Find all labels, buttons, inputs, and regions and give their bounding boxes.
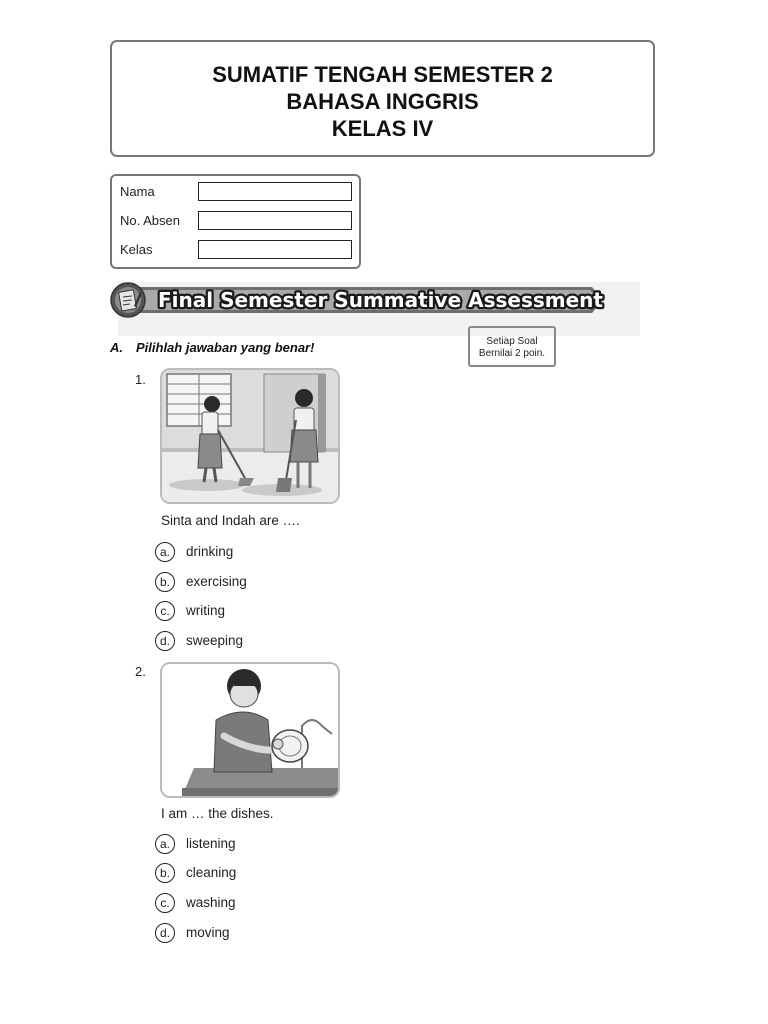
student-identity-box bbox=[110, 174, 361, 269]
option-text: writing bbox=[186, 603, 226, 618]
option-letter-circle: c. bbox=[155, 601, 175, 621]
question-2-illustration bbox=[160, 662, 340, 798]
absen-field[interactable] bbox=[198, 211, 352, 230]
title-line-1: SUMATIF TENGAH SEMESTER 2 bbox=[212, 62, 553, 87]
clipboard-icon bbox=[111, 283, 145, 317]
option-text: sweeping bbox=[186, 633, 244, 648]
option-letter-circle: b. bbox=[155, 572, 175, 592]
title-line-3: KELAS IV bbox=[331, 116, 434, 141]
option-text: drinking bbox=[186, 544, 234, 559]
option-letter-circle: b. bbox=[155, 863, 175, 883]
instruction-text: Pilihlah jawaban yang benar! bbox=[136, 340, 315, 355]
section-letter: A. bbox=[110, 340, 123, 355]
option-letter-circle: a. bbox=[155, 834, 175, 854]
score-note-line-1: Setiap Soal bbox=[486, 336, 538, 347]
class-field[interactable] bbox=[198, 240, 352, 259]
question-2-text: I am … the dishes. bbox=[161, 806, 274, 821]
name-field[interactable] bbox=[198, 182, 352, 201]
option-letter-circle: d. bbox=[155, 631, 175, 651]
title-line-2: BAHASA INGGRIS bbox=[286, 89, 479, 114]
option-text: moving bbox=[186, 925, 230, 940]
option-text: cleaning bbox=[186, 865, 237, 880]
section-banner bbox=[108, 282, 640, 336]
option-letter-circle: c. bbox=[155, 893, 175, 913]
section-instruction bbox=[110, 340, 314, 355]
option-text: exercising bbox=[186, 574, 247, 589]
question-2-number: 2. bbox=[135, 664, 146, 679]
name-label: Nama bbox=[120, 184, 155, 199]
option-text: listening bbox=[186, 836, 236, 851]
question-1-illustration bbox=[160, 368, 340, 504]
score-note-line-2: Bernilai 2 poin. bbox=[478, 348, 546, 359]
option-letter-circle: a. bbox=[155, 542, 175, 562]
question-1-number: 1. bbox=[135, 372, 146, 387]
banner-text: Final Semester Summative Assessment bbox=[158, 288, 603, 312]
score-note-box bbox=[468, 326, 556, 367]
class-label: Kelas bbox=[120, 242, 153, 257]
option-text: washing bbox=[186, 895, 236, 910]
option-letter-circle: d. bbox=[155, 923, 175, 943]
title-box bbox=[110, 40, 655, 157]
absen-label: No. Absen bbox=[120, 213, 180, 228]
question-1-text: Sinta and Indah are …. bbox=[161, 513, 300, 528]
